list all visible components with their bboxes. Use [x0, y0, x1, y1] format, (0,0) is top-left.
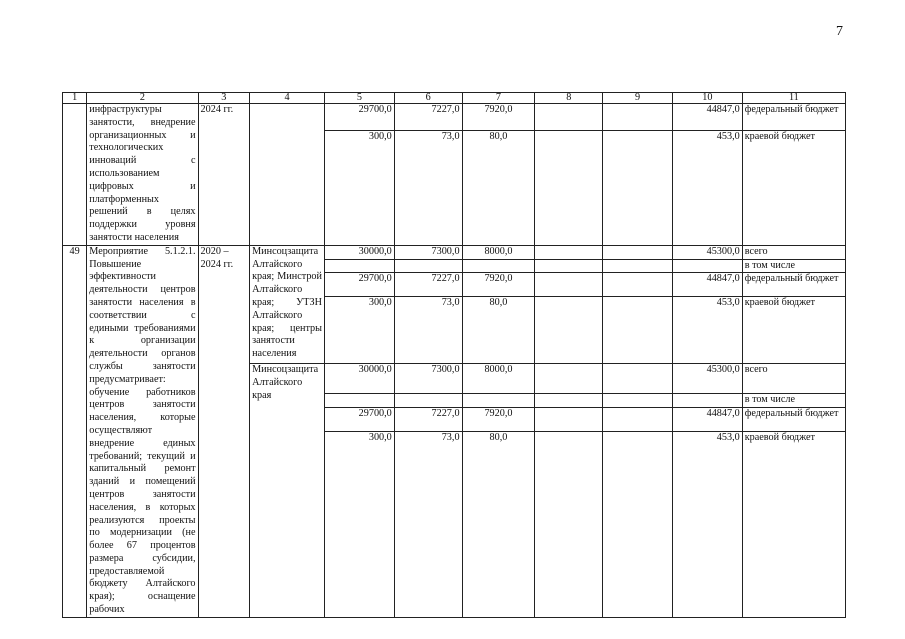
executor-cell: Минсоцзащита Алтайского края — [250, 364, 325, 618]
value-col9 — [603, 259, 673, 273]
value-col7: 8000,0 — [462, 245, 535, 259]
column-header: 9 — [603, 93, 673, 104]
value-col9 — [603, 245, 673, 259]
value-col7: 80,0 — [462, 297, 535, 364]
value-col5: 29700,0 — [324, 407, 394, 431]
value-col7: 80,0 — [462, 431, 535, 617]
value-col9 — [603, 431, 673, 617]
source-col11: в том числе — [742, 394, 845, 408]
column-header: 10 — [672, 93, 742, 104]
value-col6 — [394, 259, 462, 273]
value-col5: 29700,0 — [324, 273, 394, 297]
value-col7: 80,0 — [462, 130, 535, 245]
value-col8 — [535, 259, 603, 273]
value-col6: 73,0 — [394, 297, 462, 364]
value-col5: 300,0 — [324, 130, 394, 245]
value-col6: 7300,0 — [394, 245, 462, 259]
budget-table — [62, 92, 846, 618]
page-number: 7 — [836, 24, 843, 39]
value-col9 — [603, 364, 673, 394]
column-header: 7 — [462, 93, 535, 104]
period-cell: 2024 гг. — [198, 104, 250, 246]
value-col8 — [535, 273, 603, 297]
value-col6: 73,0 — [394, 130, 462, 245]
measure-description: Мероприятие 5.1.2.1. Повышение эффективности деятельности центров занятости населения в соответствии с едиными требованиями к организации деятельности органов службы занятости предусматривает: обучение работников центров занятости населения, которые осуществляют внедрение единых требований; текущий и капитальный ремонт зданий и помещений центров занятости населения, в которых реализуются проекты по модернизации (не более 67 процентов размера субсидии, предоставляемой бюджету Алтайского края); оснащение рабочих — [87, 245, 198, 617]
source-col11: федеральный бюджет — [742, 273, 845, 297]
value-col10: 45300,0 — [672, 364, 742, 394]
executor-cell — [250, 104, 325, 246]
source-col11: федеральный бюджет — [742, 407, 845, 431]
value-col10: 453,0 — [672, 130, 742, 245]
table-row — [63, 104, 846, 131]
value-col6: 7227,0 — [394, 104, 462, 131]
value-col10 — [672, 259, 742, 273]
row-number-cell — [63, 104, 87, 246]
column-header: 1 — [63, 93, 87, 104]
header-row — [63, 93, 846, 104]
value-col5 — [324, 394, 394, 408]
value-col9 — [603, 407, 673, 431]
value-col8 — [535, 297, 603, 364]
executor-cell: Минсоцзащита Алтайского края; Минстрой Алтайского края; УТЗН Алтайского края; центры занятости населения — [250, 245, 325, 364]
value-col9 — [603, 273, 673, 297]
value-col5: 30000,0 — [324, 245, 394, 259]
value-col7 — [462, 394, 535, 408]
column-header: 11 — [742, 93, 845, 104]
value-col8 — [535, 431, 603, 617]
value-col10: 44847,0 — [672, 104, 742, 131]
source-col11: в том числе — [742, 259, 845, 273]
value-col5: 300,0 — [324, 431, 394, 617]
value-col6: 7300,0 — [394, 364, 462, 394]
value-col5: 29700,0 — [324, 104, 394, 131]
value-col9 — [603, 297, 673, 364]
period-cell: 2020 – 2024 гг. — [198, 245, 250, 617]
source-col11: краевой бюджет — [742, 431, 845, 617]
column-header: 5 — [324, 93, 394, 104]
value-col8 — [535, 394, 603, 408]
row-number-cell: 49 — [63, 245, 87, 617]
value-col10: 45300,0 — [672, 245, 742, 259]
column-header: 4 — [250, 93, 325, 104]
value-col10: 453,0 — [672, 431, 742, 617]
value-col7: 7920,0 — [462, 407, 535, 431]
value-col7: 7920,0 — [462, 273, 535, 297]
continued-description: инфраструктуры занятости, внедрение организационных и технологических инноваций с использованием цифровых и платформенных решений в целях поддержки уровня занятости населения — [87, 104, 198, 246]
source-col11: краевой бюджет — [742, 130, 845, 245]
value-col5 — [324, 259, 394, 273]
column-header: 3 — [198, 93, 250, 104]
value-col8 — [535, 364, 603, 394]
value-col8 — [535, 104, 603, 131]
value-col10: 44847,0 — [672, 273, 742, 297]
value-col7: 8000,0 — [462, 364, 535, 394]
column-header: 8 — [535, 93, 603, 104]
source-col11: всего — [742, 245, 845, 259]
value-col10: 453,0 — [672, 297, 742, 364]
column-header: 6 — [394, 93, 462, 104]
table-row — [63, 245, 846, 259]
value-col10: 44847,0 — [672, 407, 742, 431]
value-col5: 300,0 — [324, 297, 394, 364]
value-col8 — [535, 245, 603, 259]
value-col6: 73,0 — [394, 431, 462, 617]
value-col7 — [462, 259, 535, 273]
value-col9 — [603, 394, 673, 408]
value-col8 — [535, 130, 603, 245]
value-col6 — [394, 394, 462, 408]
value-col8 — [535, 407, 603, 431]
value-col7: 7920,0 — [462, 104, 535, 131]
source-col11: всего — [742, 364, 845, 394]
value-col6: 7227,0 — [394, 273, 462, 297]
source-col11: федеральный бюджет — [742, 104, 845, 131]
value-col10 — [672, 394, 742, 408]
value-col9 — [603, 104, 673, 131]
value-col5: 30000,0 — [324, 364, 394, 394]
column-header: 2 — [87, 93, 198, 104]
value-col6: 7227,0 — [394, 407, 462, 431]
source-col11: краевой бюджет — [742, 297, 845, 364]
value-col9 — [603, 130, 673, 245]
